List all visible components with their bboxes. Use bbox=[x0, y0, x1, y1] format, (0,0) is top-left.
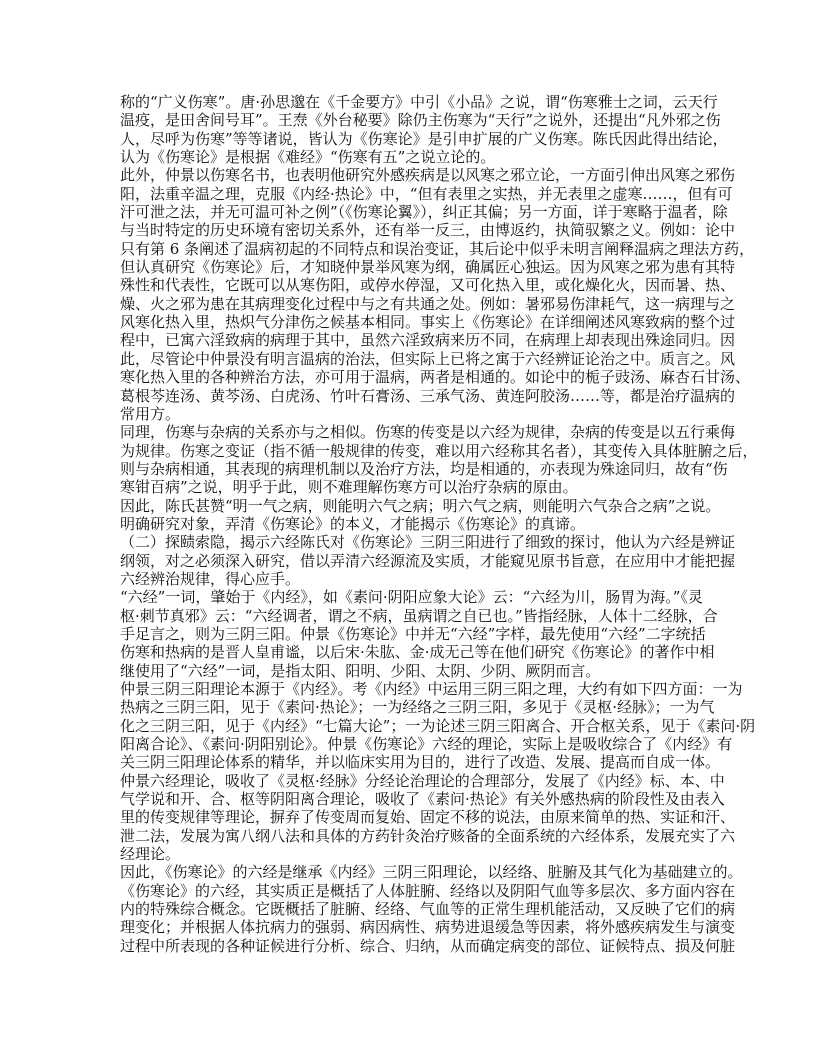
paragraph bbox=[120, 588, 718, 680]
text-line: （二）探赜索隐，揭示六经陈氏对《伤寒论》三阴三阳进行了细致的探讨，他认为六经是辨证 bbox=[120, 533, 736, 552]
text-line: 与当时特定的历史环境有密切关系外，还有举一反三，由博返约，执简驭繁之义。例如：论中 bbox=[120, 221, 736, 240]
paragraph bbox=[120, 863, 743, 955]
text-line: “六经”一词，肇始于《内经》，如《素问·阴阳应象大论》云：“六经为川，肠胃为海。”《灵 bbox=[120, 588, 703, 607]
paragraph bbox=[120, 423, 758, 497]
text-line: 殊性和代表性，它既可以从寒伤阳，或停水停湿，又可化热入里，或化燥化火，因而暑、热、 bbox=[120, 276, 736, 295]
text-line: 化之三阴三阳，见于《内经》“七篇大论”；一为论述三阴三阳离合、开合枢关系，见于《素问·阴 bbox=[120, 716, 756, 735]
text-line: 阳离合论》、《素问·阴阳别论》。仲景《伤寒论》六经的理论，实际上是吸收综合了《内经》有 bbox=[120, 735, 733, 754]
text-line: 泄二法，发展为寓八纲八法和具体的方药针灸治疗赅备的全面系统的六经体系，发展充实了六 bbox=[120, 826, 736, 845]
document-body bbox=[120, 93, 758, 955]
text-line: 仲景六经理论，吸收了《灵枢·经脉》分经论治理论的合理部分，发展了《内经》标、本、中 bbox=[120, 771, 725, 790]
text-line: 六经辨治规律，得心应手。 bbox=[120, 569, 301, 588]
text-line: 经理论。 bbox=[120, 845, 181, 864]
paragraph bbox=[120, 93, 728, 167]
text-line: 程中，已寓六淫致病的病理于其中，虽然六淫致病来历不同，在病理上却表现出殊途同归。因 bbox=[120, 331, 736, 350]
text-line: 温疫，是田舍间号耳”。王焘《外台秘要》除仍主伤寒为“天行”之说外，还提出“凡外邪之伤 bbox=[120, 111, 721, 130]
text-line: 内的特殊综合概念。它既概括了脏腑、经络、气血等的正常生理机能活动，又反映了它们的病 bbox=[120, 900, 736, 919]
text-line: 纲领，对之必须深入研究，借以弄清六经源流及实质，才能窥见原书旨意，在应用中才能把握 bbox=[120, 551, 736, 570]
text-line: 气学说和开、合、枢等阴阳离合理论，吸收了《素问·热论》有关外感热病的阶段性及由表入 bbox=[120, 790, 725, 809]
text-line: 为规律。伤寒之变证（指不循一般规律的传变，难以用六经称其名者），其变传入具体脏腑之后， bbox=[120, 441, 758, 460]
paragraph bbox=[120, 166, 755, 423]
text-line: 此，尽管论中仲景没有明言温病的治法，但实际上已将之寓于六经辨证论治之中。质言之。风 bbox=[120, 349, 736, 368]
paragraph bbox=[120, 496, 721, 534]
text-line: 理变化；并根据人体抗病力的强弱、病因病性、病势进退缓急等因素，将外感疾病发生与演变 bbox=[120, 918, 736, 937]
paragraph bbox=[120, 680, 756, 772]
text-line: 因此，《伤寒论》的六经是继承《内经》三阴三阳理论，以经络、脏腑及其气化为基础建立的。 bbox=[120, 863, 743, 882]
text-line: 明确研究对象，弄清《伤寒论》的本义，才能揭示《伤寒论》的真谛。 bbox=[120, 514, 586, 533]
text-line: 燥、火之邪为患在其病理变化过程中与之有共通之处。例如：暑邪易伤津耗气，这一病理与之 bbox=[120, 294, 736, 313]
text-line: 过程中所表现的各种证候进行分析、综合、归纳，从而确定病变的部位、证候特点、损及何脏 bbox=[120, 936, 736, 955]
text-line: 常用方。 bbox=[120, 404, 181, 423]
text-line: 里的传变规律等理论，摒弃了传变周而复始、固定不移的说法，由原来简单的热、实证和汗、 bbox=[120, 808, 736, 827]
text-line: 此外，仲景以伤寒名书，也表明他研究外感疾病是以风寒之邪立论，一方面引伸出风寒之邪伤 bbox=[120, 166, 736, 185]
text-line: 关三阴三阳理论体系的精华，并以临床实用为目的，进行了改造、发展、提高而自成一体。 bbox=[120, 753, 721, 772]
text-line: 手足言之，则为三阴三阳。仲景《伤寒论》中并无“六经”字样，最先使用“六经”二字统括 bbox=[120, 624, 706, 643]
text-line: 阳，法重辛温之理，克服《内经·热论》中，“但有表里之实热，并无表里之虚寒……，但有可 bbox=[120, 184, 733, 203]
paragraph bbox=[120, 771, 736, 864]
text-line: 风寒化热入里，热炽气分津伤之候基本相同。事实上《伤寒论》在详细阐述风寒致病的整个过 bbox=[120, 313, 736, 332]
text-line: 认为《伤寒论》是根据《难经》“伤寒有五”之说立论的。 bbox=[120, 148, 496, 167]
text-line: 葛根芩连汤、黄芩汤、白虎汤、竹叶石膏汤、三承气汤、黄连阿胶汤……等，都是治疗温病的 bbox=[120, 386, 736, 405]
paragraph bbox=[120, 533, 736, 588]
text-line: 热病之三阴三阳，见于《素问·热论》；一为经络之三阴三阳，多见于《灵枢·经脉》；一为气 bbox=[120, 698, 715, 717]
text-line: 人，尽呼为伤寒”等等诸说，皆认为《伤寒论》是引申扩展的广义伤寒。陈氏因此得出结论， bbox=[120, 129, 728, 148]
text-line: 伤寒和热病的是晋人皇甫谧，以后宋·朱肱、金·成无己等在他们研究《伤寒论》的著作中相 bbox=[120, 643, 715, 662]
text-line: 汗可泄之法，并无可温可补之例”（《伤寒论翼》），纠正其偏；另一方面，详于寒略于温者，除 bbox=[120, 203, 728, 222]
text-line: 寒钳百病”之说，明乎于此，则不难理解伤寒方可以治疗杂病的原由。 bbox=[120, 478, 578, 497]
text-line: 寒化热入里的各种辨治方法，亦可用于温病，两者是相通的。如论中的栀子豉汤、麻杏石甘汤、 bbox=[120, 368, 751, 387]
text-line: 称的“广义伤寒”。唐·孙思邈在《千金要方》中引《小品》之说，谓“伤寒雅士之词，云天行 bbox=[120, 93, 718, 111]
text-line: 只有第 6 条阐述了温病初起的不同特点和误治变证，其后论中似乎未明言阐释温病之理法方药， bbox=[120, 239, 755, 258]
text-line: 《伤寒论》的六经，其实质正是概括了人体脏腑、经络以及阴阳气血等多层次、多方面内容在 bbox=[120, 881, 736, 900]
text-line: 同理，伤寒与杂病的关系亦与之相似。伤寒的传变是以六经为规律，杂病的传变是以五行乘侮 bbox=[120, 423, 736, 442]
text-line: 因此，陈氏甚赞“明一气之病，则能明六气之病；明六气之病，则能明六气杂合之病”之说。 bbox=[120, 496, 721, 515]
text-line: 但认真研究《伤寒论》后，才知晓仲景举风寒为纲，确属匠心独运。因为风寒之邪为患有其特 bbox=[120, 258, 736, 277]
text-line: 则与杂病相通，其表现的病理机制以及治疗方法，均是相通的，亦表现为殊途同归，故有“伤 bbox=[120, 459, 728, 478]
text-line: 继使用了“六经”一词，是指太阳、阳明、少阳、太阴、少阴、厥阴而言。 bbox=[120, 661, 601, 680]
text-line: 仲景三阴三阳理论本源于《内经》。考《内经》中运用三阴三阳之理，大约有如下四方面：一为 bbox=[120, 680, 743, 698]
text-line: 枢·刺节真邪》云：“六经调者，谓之不病，虽病谓之自已也。”皆指经脉，人体十二经脉，合 bbox=[120, 606, 718, 625]
